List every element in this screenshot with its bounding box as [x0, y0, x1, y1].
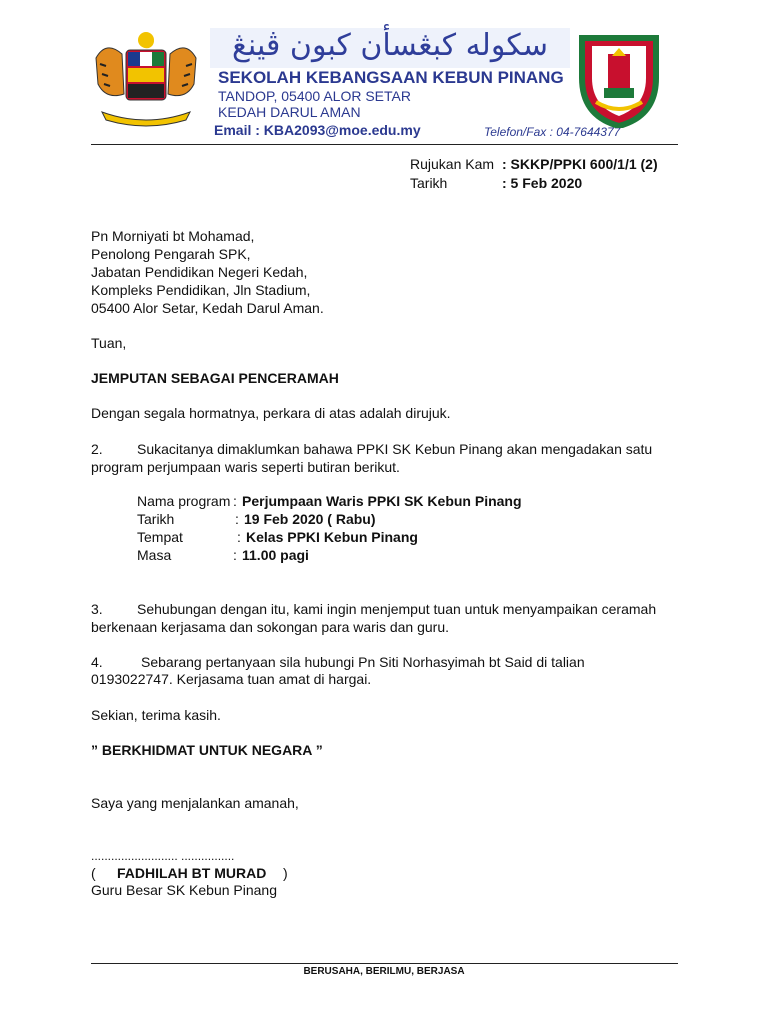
paragraph-4-line: Sebarang pertanyaan sila hubungi Pn Siti Norhasyimah bt Said di talian: [141, 654, 585, 670]
paragraph-2-line: program perjumpaan waris seperti butiran berikut.: [91, 459, 400, 475]
paragraph-4-number: 4.: [91, 654, 103, 670]
detail-label: Nama program: [137, 493, 231, 509]
recipient-line: Penolong Pengarah SPK,: [91, 246, 251, 262]
paragraph-3-line: Sehubungan dengan itu, kami ingin menjemput tuan untuk menyampaikan ceramah: [137, 601, 657, 617]
signatory-close-paren: ): [283, 865, 288, 881]
signatory-title: Guru Besar SK Kebun Pinang: [91, 882, 278, 898]
school-address-line1: TANDOP, 05400 ALOR SETAR: [218, 88, 411, 104]
letter-subject: JEMPUTAN SEBAGAI PENCERAMAH: [91, 370, 339, 386]
school-phone: Telefon/Fax : 04-7644377: [484, 125, 621, 139]
paragraph-3-number: 3.: [91, 601, 103, 617]
school-badge-logo: [578, 32, 660, 128]
detail-label: Tarikh: [137, 511, 175, 527]
footer-divider: [91, 963, 678, 964]
detail-value: Perjumpaan Waris PPKI SK Kebun Pinang: [242, 493, 522, 509]
detail-value: Kelas PPKI Kebun Pinang: [246, 529, 418, 545]
detail-label: Tempat: [137, 529, 183, 545]
trust-line: Saya yang menjalankan amanah,: [91, 795, 299, 811]
school-address-line2: KEDAH DARUL AMAN: [218, 104, 361, 120]
date-label: Tarikh: [410, 175, 448, 191]
recipient-line: Kompleks Pendidikan, Jln Stadium,: [91, 282, 311, 298]
paragraph-2-number: 2.: [91, 441, 103, 457]
school-name: SEKOLAH KEBANGSAAN KEBUN PINANG: [218, 68, 564, 87]
salutation: Tuan,: [91, 335, 127, 351]
coat-of-arms-logo: [88, 28, 204, 128]
signatory-name: FADHILAH BT MURAD: [117, 865, 267, 881]
detail-colon: :: [233, 547, 237, 563]
paragraph-1: Dengan segala hormatnya, perkara di atas adalah dirujuk.: [91, 405, 451, 421]
paragraph-3-line: berkenaan kerjasama dan sokongan para waris dan guru.: [91, 619, 450, 635]
detail-value: 11.00 pagi: [242, 547, 309, 563]
signature-line: .......................... ................: [91, 849, 235, 863]
reference-value: : SKKP/PPKI 600/1/1 (2): [502, 156, 658, 172]
reference-label: Rujukan Kam: [410, 156, 495, 172]
paragraph-2-line: Sukacitanya dimaklumkan bahawa PPKI SK Kebun Pinang akan mengadakan satu: [137, 441, 653, 457]
header-divider: [91, 144, 678, 145]
detail-label: Masa: [137, 547, 172, 563]
jawi-school-name: سكوله كبڠسأن كبون ڤينڠ: [231, 28, 549, 63]
paragraph-4-line: 0193022747. Kerjasama tuan amat di hargai.: [91, 671, 372, 687]
signatory-open-paren: (: [91, 865, 96, 881]
slogan: ” BERKHIDMAT UNTUK NEGARA ”: [91, 742, 323, 758]
school-email: Email : KBA2093@moe.edu.my: [214, 122, 421, 138]
detail-colon: :: [233, 493, 237, 509]
detail-colon: :: [237, 529, 241, 545]
closing-line: Sekian, terima kasih.: [91, 707, 221, 723]
detail-colon: :: [235, 511, 239, 527]
detail-value: 19 Feb 2020 ( Rabu): [244, 511, 376, 527]
recipient-line: 05400 Alor Setar, Kedah Darul Aman.: [91, 300, 324, 316]
date-value: : 5 Feb 2020: [502, 175, 583, 191]
footer-motto: BERUSAHA, BERILMU, BERJASA: [303, 966, 465, 977]
recipient-line: Jabatan Pendidikan Negeri Kedah,: [91, 264, 308, 280]
recipient-line: Pn Morniyati bt Mohamad,: [91, 228, 255, 244]
